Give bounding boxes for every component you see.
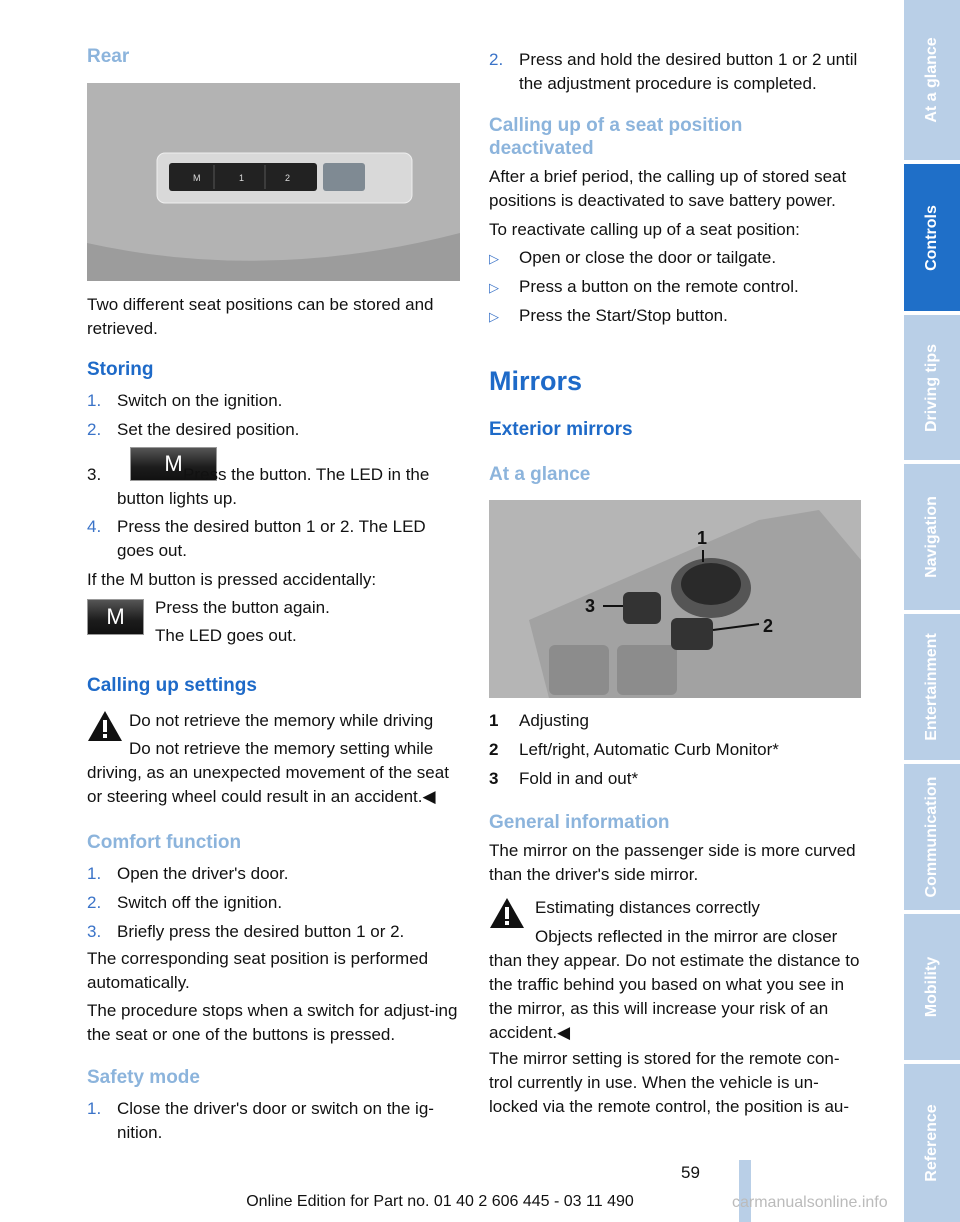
reactivate-intro: To reactivate calling up of a seat position: [489, 220, 800, 239]
storing-step-2: 2. Set the desired position. [87, 420, 300, 439]
deactivated-heading: Calling up of a seat position deactivated [489, 115, 743, 159]
page-number-bar [739, 1160, 751, 1222]
comfort-step-2: 2. Switch off the ignition. [87, 893, 283, 912]
rear-heading: Rear [87, 46, 130, 67]
comfort-para-2: The procedure stops when a switch for adjust-ing the seat or one of the buttons is pressed. [87, 1001, 458, 1044]
safety-heading: Safety mode [87, 1067, 200, 1088]
storing-step-1: 1. Switch on the ignition. [87, 391, 283, 410]
tab-entertainment[interactable]: Entertainment [904, 614, 960, 760]
triangle-bullet-icon: ▷ [489, 309, 499, 324]
mirror-warning-rest: than they appear. Do not estimate the distance to the traffic behind you based on what you see in the mirror, as this will increase your risk of an accident.◀ [489, 951, 860, 1042]
edition-footer: Online Edition for Part no. 01 40 2 606 445 - 03 11 490 [246, 1193, 634, 1210]
comfort-step-1: 1. Open the driver's door. [87, 864, 289, 883]
storing-step-3-num: 3. [87, 465, 102, 484]
rear-seat-memory-photo-art [87, 83, 460, 281]
memory-step-2: 2. Press and hold the desired button 1 or 2 until the adjustment procedure is completed. [489, 50, 858, 93]
page-number: 59 [681, 1163, 700, 1182]
mirrors-heading: Mirrors [489, 366, 583, 396]
warning-icon [87, 710, 123, 742]
accident-line-2: The LED goes out. [155, 626, 297, 645]
rear-photo-m-label: M [193, 173, 201, 183]
tab-controls[interactable]: Controls [904, 164, 960, 311]
callout-2: 2 [763, 616, 774, 636]
mirror-warning-first-line: Objects reflected in the mirror are closer [535, 927, 838, 946]
watermark: carmanualsonline.info [732, 1194, 888, 1211]
mirror-controls-photo [489, 500, 861, 698]
warning-rest: driving, as an unexpected movement of the seat or steering wheel could result in an accident.◀ [87, 763, 449, 806]
general-heading: General information [489, 812, 670, 833]
final-para: The mirror setting is stored for the remote con-trol currently in use. When the vehicle is un-locked via the remote control, the position is au- [489, 1049, 850, 1116]
callout-1: 1 [697, 528, 708, 548]
comfort-para-1: The corresponding seat position is performed automatically. [87, 949, 429, 992]
tab-reference[interactable]: Reference [904, 1064, 960, 1222]
rear-photo-1-label: 1 [239, 173, 245, 183]
comfort-step-3: 3. Briefly press the desired button 1 or 2. [87, 922, 405, 941]
warning-icon [489, 897, 525, 929]
general-para: The mirror on the passenger side is more curved than the driver's side mirror. [489, 841, 856, 884]
accident-line-1: Press the button again. [155, 598, 330, 617]
storing-step-3-text: Press the button. The LED in the button lights up. [117, 465, 430, 508]
triangle-bullet-icon: ▷ [489, 251, 499, 266]
callout-3: 3 [585, 596, 596, 616]
m-button-icon: M [130, 447, 217, 481]
tab-mobility[interactable]: Mobility [904, 914, 960, 1060]
legend-item-2: 2 Left/right, Automatic Curb Monitor* [489, 740, 779, 759]
calling-heading: Calling up settings [87, 675, 257, 696]
tab-at-a-glance[interactable]: At a glance [904, 0, 960, 160]
safety-step-1: 1. Close the driver's door or switch on the ig-nition. [87, 1099, 434, 1142]
reactivate-bullet-2: ▷ Press a button on the remote control. [489, 275, 799, 300]
accident-intro: If the M button is pressed accidentally: [87, 570, 377, 589]
reactivate-bullet-3: ▷ Press the Start/Stop button. [489, 304, 728, 329]
glance-heading: At a glance [489, 464, 591, 485]
tab-navigation[interactable]: Navigation [904, 464, 960, 610]
comfort-heading: Comfort function [87, 832, 242, 853]
deactivated-para: After a brief period, the calling up of stored seat positions is deactivated to save battery power. [489, 167, 847, 210]
legend-item-3: 3 Fold in and out* [489, 769, 639, 788]
rear-photo-2-label: 2 [285, 173, 291, 183]
legend-item-1: 1 Adjusting [489, 711, 589, 730]
rear-seat-memory-photo [87, 83, 460, 281]
storing-step-4: 4. Press the desired button 1 or 2. The LED goes out. [87, 517, 426, 560]
warning-first-line: Do not retrieve the memory setting while [129, 739, 434, 758]
exterior-heading: Exterior mirrors [489, 419, 633, 440]
storing-heading: Storing [87, 359, 154, 380]
tab-driving-tips[interactable]: Driving tips [904, 315, 960, 460]
rear-caption: Two different seat positions can be stored and retrieved. [87, 295, 434, 338]
warning-title: Do not retrieve the memory while driving [129, 711, 434, 730]
reactivate-bullet-1: ▷ Open or close the door or tailgate. [489, 246, 776, 271]
mirror-controls-photo-art [489, 500, 861, 698]
chapter-tabs [904, 0, 960, 1222]
mirror-warning-title: Estimating distances correctly [535, 898, 760, 917]
m-button-icon-2: M [87, 599, 144, 635]
triangle-bullet-icon: ▷ [489, 280, 499, 295]
tab-communication[interactable]: Communication [904, 764, 960, 910]
